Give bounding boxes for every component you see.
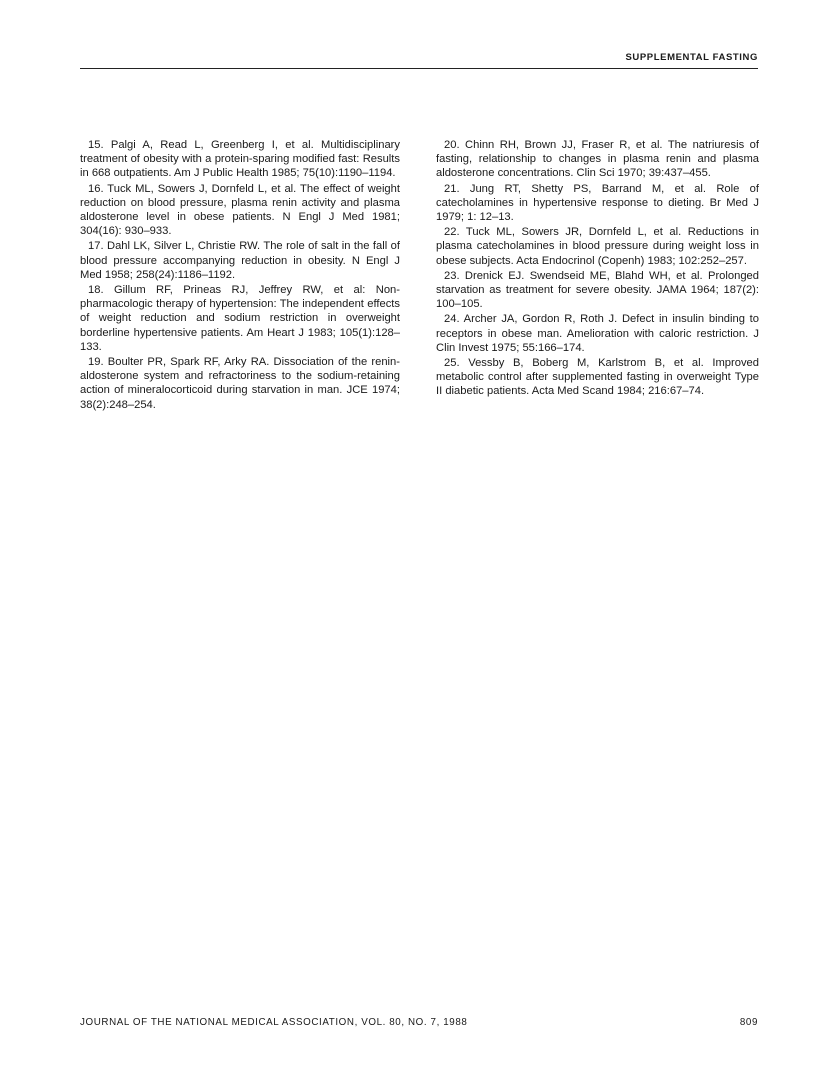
reference-item: 21. Jung RT, Shetty PS, Barrand M, et al. Role of catecholamines in hypertensive response to dieting. Br Med J 1979; 1: 12–13. — [436, 182, 759, 224]
reference-item: 24. Archer JA, Gordon R, Roth J. Defect in insulin binding to receptors in obese man. Amelioration with caloric restriction. J Clin Invest 1975; 55:166–174. — [436, 313, 759, 354]
reference-item: 23. Drenick EJ. Swendseid ME, Blahd WH, et al. Prolonged starvation as treatment for severe obesity. JAMA 1964; 187(2): 100–105. — [436, 269, 759, 311]
reference-item: 19. Boulter PR, Spark RF, Arky RA. Dissociation of the renin-aldosterone system and refractoriness to the sodium-retaining action of mineralocorticoid during starvation in man. JCE 1974; 38(2):248–254. — [80, 356, 400, 411]
footer-journal-citation: JOURNAL OF THE NATIONAL MEDICAL ASSOCIATION, VOL. 80, NO. 7, 1988 — [80, 1017, 468, 1028]
references-column-left — [80, 138, 400, 413]
references-column-right — [436, 138, 759, 400]
reference-item: 22. Tuck ML, Sowers JR, Dornfeld L, et al. Reductions in plasma catecholamines in blood pressure during weight loss in obese subjects. Acta Endocrinol (Copenh) 1983; 102:252–257. — [436, 226, 759, 267]
reference-item: 20. Chinn RH, Brown JJ, Fraser R, et al. The natriuresis of fasting, relationship to changes in plasma renin and plasma aldosterone concentrations. Clin Sci 1970; 39:437–455. — [436, 139, 759, 180]
running-header: SUPPLEMENTAL FASTING — [625, 52, 758, 63]
reference-item: 17. Dahl LK, Silver L, Christie RW. The role of salt in the fall of blood pressure accompanying reduction in obesity. N Engl J Med 1958; 258(24):1186–1192. — [80, 240, 400, 281]
footer-page-number: 809 — [739, 1017, 758, 1028]
reference-item: 16. Tuck ML, Sowers J, Dornfeld L, et al. The effect of weight reduction on blood pressure, plasma renin activity and plasma aldosterone level in obese patients. N Engl J Med 1981; 304(16): 930–933. — [80, 182, 400, 238]
reference-item: 15. Palgi A, Read L, Greenberg I, et al. Multidisciplinary treatment of obesity with a protein-sparing modified fast: Results in 668 outpatients. Am J Public Health 1985; 75(10):1190–1194. — [80, 139, 400, 180]
reference-item: 18. Gillum RF, Prineas RJ, Jeffrey RW, et al: Non-pharmacologic therapy of hypertension: The independent effects of weight reduction and sodium restriction in overweight borderline hypertensive patients. Am Heart J 1983; 105(1):128–133. — [80, 284, 400, 353]
reference-item: 25. Vessby B, Boberg M, Karlstrom B, et al. Improved metabolic control after supplemented fasting in overweight Type II diabetic patients. Acta Med Scand 1984; 216:67–74. — [436, 357, 759, 398]
header-rule — [80, 68, 758, 69]
